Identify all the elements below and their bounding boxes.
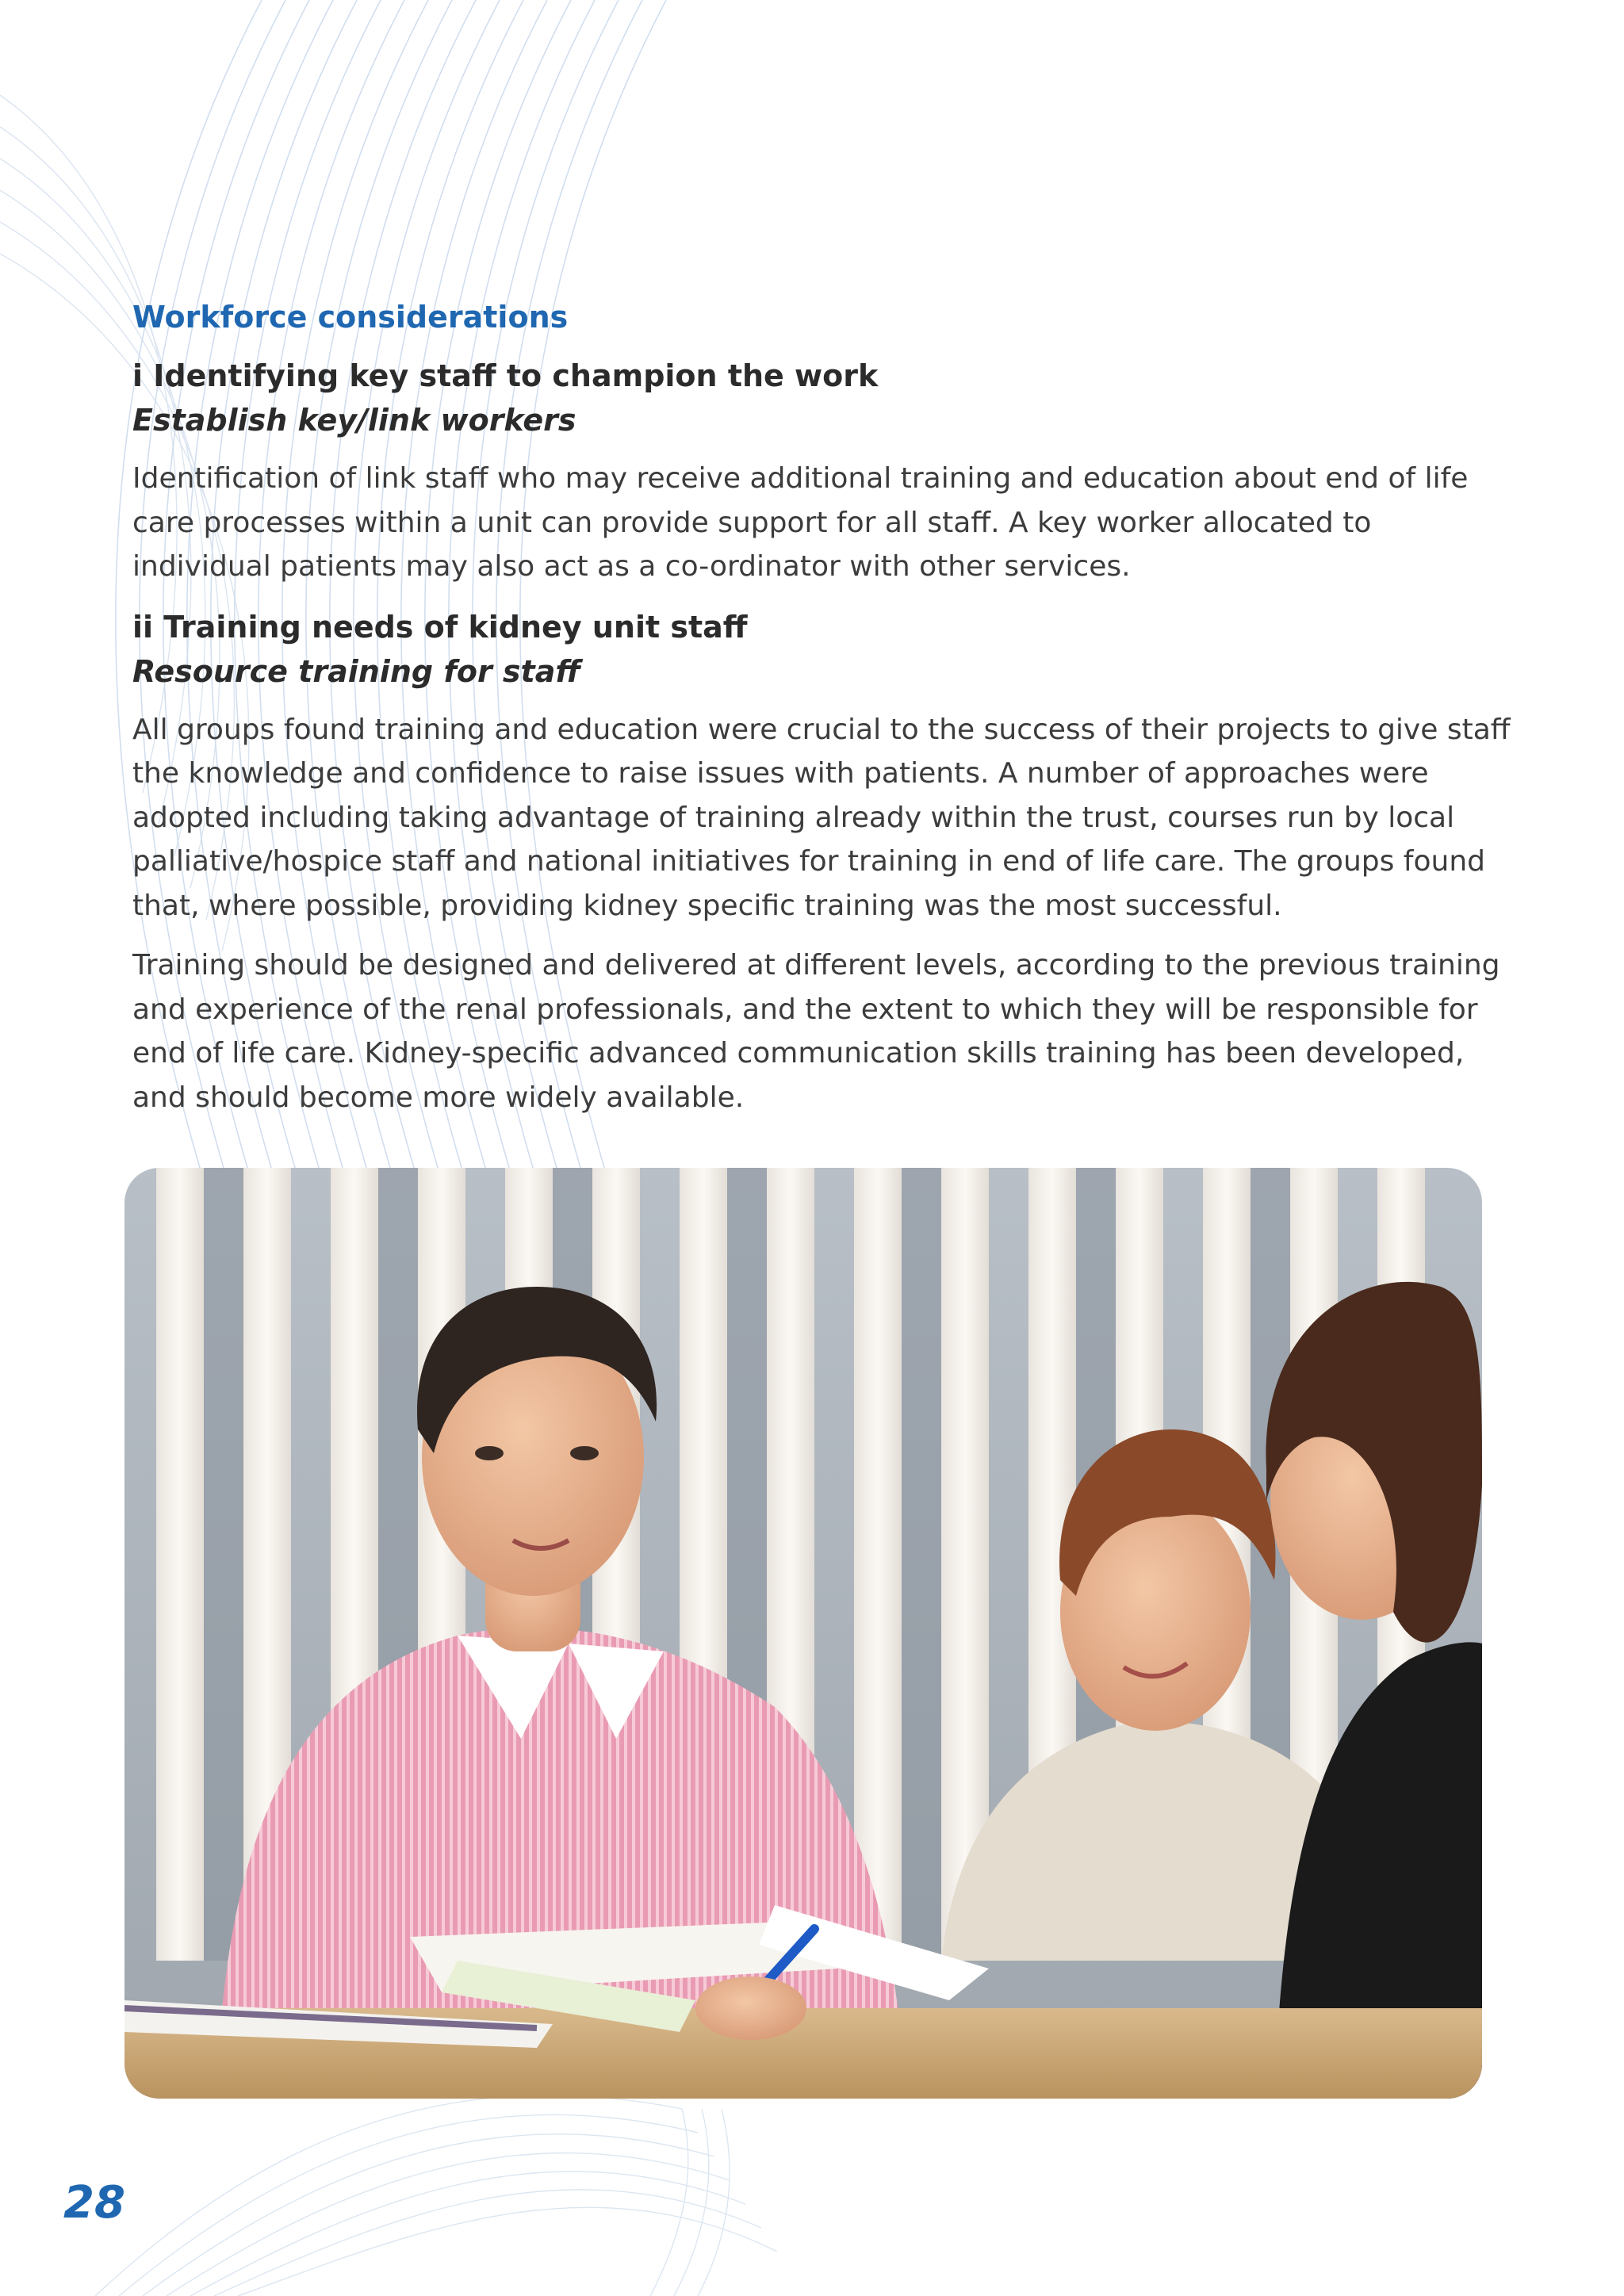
paragraph: All groups found training and education were crucial to the success of their projects to give staff the knowledge and confidence to raise issues with patients. A number of approaches were adopted including taking advantage of training already within the trust, courses run by local palliative/hospice staff and national initiatives for training in end of life care. The groups found that, where possible, providing kidney specific training was the most successful. [132, 713, 1511, 922]
subsection-training-needs [132, 605, 1512, 1120]
photo-staff-training [124, 1168, 1482, 2099]
paragraph: Training should be designed and delivered at different levels, according to the previous training and experience of the renal professionals, and the extent to which they will be responsible for end of life care. Kidney-specific advanced communication skills training has been developed, and should become more widely available. [132, 949, 1500, 1114]
subsection-heading: i Identifying key staff to champion the work [132, 358, 879, 393]
subsection-key-staff [132, 354, 1512, 589]
hand [695, 1976, 806, 2040]
main-content [132, 295, 1512, 1135]
subsection-subheading: Resource training for staff [132, 653, 580, 689]
section-title: Workforce considerations [132, 300, 569, 335]
subsection-subheading: Establish key/link workers [132, 403, 576, 438]
page-number: 28 [63, 2177, 125, 2229]
paragraph: Identification of link staff who may receive additional training and education about end of life care processes within a unit can provide support for all staff. A key worker allocated to individual patients may also act as a co-ordinator with other services. [132, 462, 1469, 583]
photo-illustration [124, 1168, 1482, 2099]
subsection-heading: ii Training needs of kidney unit staff [132, 609, 748, 645]
